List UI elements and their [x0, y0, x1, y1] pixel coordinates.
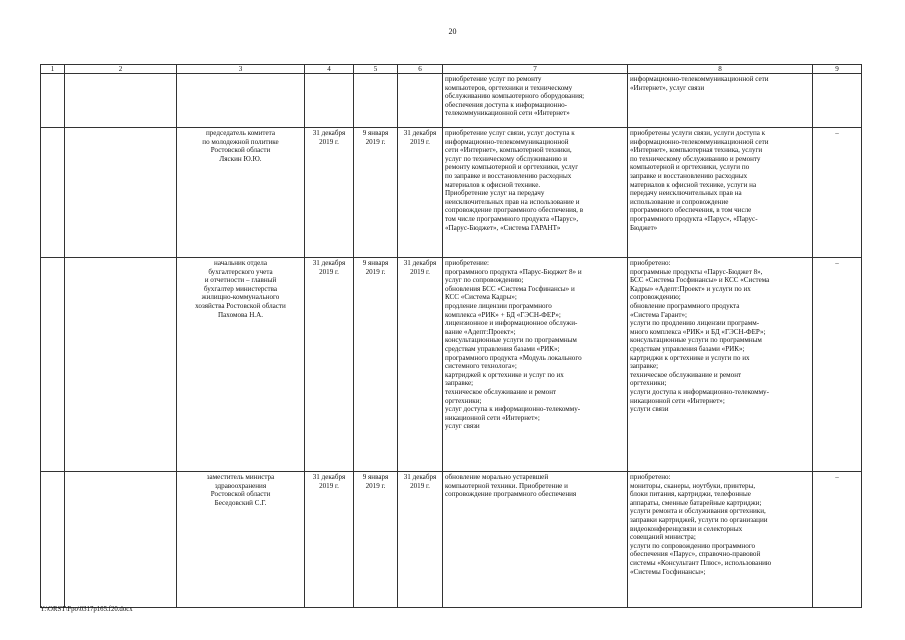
text-line: информационно-телекоммуникационной сети	[630, 75, 769, 83]
text-line: бухгалтерского учета	[208, 267, 273, 276]
cell-mark: –	[813, 128, 862, 258]
text-line: Ляскин Ю.Ю.	[219, 154, 262, 163]
header-cell: 4	[305, 65, 354, 74]
text-line: услуги ремонта и обслуживания оргтехники,	[630, 507, 766, 516]
text-line: том числе программного продукта «Парус»,	[445, 214, 579, 223]
text-line: продление лицензии программного	[445, 301, 552, 310]
text-line: приобретение услуг связи, услуг доступа к	[445, 129, 575, 137]
text-line: 31 декабря	[312, 473, 346, 481]
text-line: 2019 г.	[365, 137, 386, 146]
text-line: использование и сопровождение	[630, 197, 729, 206]
text-line: начальник отдела	[214, 259, 267, 267]
text-line: услуги по продлению лицензии программ-	[630, 319, 760, 328]
text-line: материалов к офисной технике, услуги на	[630, 180, 757, 189]
text-line: аппараты, сменные батарейные картриджи;	[630, 498, 762, 507]
text-line: техническое обслуживание и ремонт	[630, 370, 742, 379]
text-line: 2019 г.	[410, 267, 430, 276]
cell-number	[41, 258, 65, 472]
cell-purpose	[443, 74, 628, 128]
cell-official	[177, 258, 305, 472]
text-line: бухгалтер министерства	[203, 284, 278, 293]
text-line: 2019 г.	[319, 267, 339, 276]
text-line: услуг по сопровождению;	[445, 276, 524, 285]
cell-number	[41, 472, 65, 608]
cell-date-start	[305, 472, 354, 608]
text-line: 2019 г.	[319, 137, 339, 146]
text-line: «Парус-Бюджет», «Система ГАРАНТ»	[445, 223, 561, 232]
header-cell: 1	[41, 65, 65, 74]
text-line: компьютерной и оргтехники, услуги по	[630, 163, 750, 172]
text-line: 31 декабря	[312, 259, 346, 267]
text-line: Кадры» «Адепт:Проект» и услуги по их	[630, 284, 751, 293]
text-line: КСС «Система Кадры»;	[445, 293, 517, 302]
text-line: материалов к офисной технике.	[445, 180, 541, 189]
text-line: услуг доступа к информационно-телекомму-	[445, 405, 581, 414]
text-line: мониторы, сканеры, ноутбуки, принтеры,	[630, 481, 756, 490]
text-line: услуги по сопровождению программного	[630, 541, 756, 550]
text-line: видеоконференцсвязи и селекторных	[630, 524, 743, 533]
cell-result	[628, 472, 813, 608]
text-line: 2019 г.	[410, 481, 430, 490]
text-line: неисключительных прав на использование и	[445, 197, 580, 206]
page-number: 20	[448, 27, 457, 36]
table-row	[41, 258, 862, 472]
text-line: по техническому обслуживанию и ремонту	[630, 154, 761, 163]
table-row	[41, 128, 862, 258]
text-line: комплекса «РИК» + БД «ГЭСН-ФЕР»;	[445, 310, 561, 319]
text-line: программного продукта «Парус-Бюджет 8» и	[445, 267, 582, 276]
cell-result	[628, 258, 813, 472]
cell-number	[41, 74, 65, 128]
text-line: «Система Гарант»;	[630, 310, 688, 319]
header-cell: 5	[354, 65, 398, 74]
cell-mark: –	[813, 472, 862, 608]
cell-number	[41, 128, 65, 258]
table-row	[41, 472, 862, 608]
text-line: сопровождение программного обеспечения	[445, 490, 577, 499]
text-line: приобретены услуги связи, услуги доступа к	[630, 129, 766, 137]
text-line: «Интернет», компьютерная техника, услуги	[630, 146, 763, 155]
text-line: заправке;	[445, 379, 474, 388]
text-line: передачу неисключительных прав на	[630, 189, 742, 198]
text-line: сети «Интернет», компьютерной техники,	[445, 146, 572, 155]
text-line: Ростовской области	[210, 146, 271, 155]
cell-date-end	[398, 258, 443, 472]
text-line: 31 декабря	[403, 259, 437, 267]
text-line: программные продукты «Парус-Бюджет 8»,	[630, 267, 763, 276]
text-line: программного продукта «Модуль локального	[445, 353, 582, 362]
text-line: никационной сети «Интернет»;	[630, 396, 725, 405]
cell-purpose	[443, 128, 628, 258]
text-line: 2019 г.	[365, 267, 386, 276]
cell-mark	[813, 74, 862, 128]
cell-purpose	[443, 258, 628, 472]
text-line: заместитель министра	[206, 473, 275, 481]
text-line: сопровождению;	[630, 293, 681, 302]
text-line: средствам управления базами «РИК»;	[445, 344, 560, 353]
text-line: обновление программного продукта	[630, 301, 740, 310]
cell-blank	[65, 74, 177, 128]
text-line: информационно-телекоммуникационной	[445, 137, 569, 146]
text-line: компьютеров, оргтехники и техническому	[445, 83, 573, 92]
text-line: системы «Консультант Плюс», использованию	[630, 558, 772, 567]
text-line: системного технолога»;	[445, 362, 517, 371]
text-line: заправке;	[630, 362, 659, 371]
text-line: Беседовский С.Г.	[214, 498, 267, 507]
text-line: много комплекса «РИК» и БД «ГЭСН-ФЕР»;	[630, 327, 766, 336]
text-line: консультационные услуги по программным	[445, 336, 577, 345]
cell-result	[628, 74, 813, 128]
header-cell: 7	[443, 65, 628, 74]
text-line: обеспечения доступа к информационно-	[445, 100, 568, 109]
text-line: 2019 г.	[410, 137, 430, 146]
text-line: лицензионное и информационное обслужи-	[445, 319, 578, 328]
cell-result	[628, 128, 813, 258]
text-line: консультационные услуги по программным	[630, 336, 762, 345]
text-line: БСС «Система Госфинансы» и КСС «Система	[630, 276, 770, 285]
table-row	[41, 74, 862, 128]
text-line: жилищно-коммунального	[201, 293, 280, 302]
cell-date-end	[398, 128, 443, 258]
file-path-footer: Y:\ORST\Ppo\0317p165.f20.docx	[40, 606, 133, 613]
text-line: Бюджет»	[630, 223, 658, 232]
text-line: 2019 г.	[319, 481, 339, 490]
cell-date-start	[305, 74, 354, 128]
text-line: 9 января	[362, 473, 389, 481]
text-line: совещаний министра;	[630, 533, 696, 542]
cell-date-start	[305, 128, 354, 258]
text-line: приобретение услуг по ремонту	[445, 75, 542, 83]
text-line: здравоохранения	[214, 481, 267, 490]
text-line: и отчетности – главный	[204, 276, 277, 285]
text-line: 31 декабря	[312, 129, 346, 137]
cell-date-start	[305, 258, 354, 472]
text-line: программного продукта «Парус», «Парус-	[630, 214, 758, 223]
text-line: телекоммуникационной сети «Интернет»	[445, 109, 570, 118]
cell-date-issued	[354, 74, 398, 128]
text-line: Приобретение услуг на передачу	[445, 189, 545, 198]
cell-blank	[65, 258, 177, 472]
text-line: информационно-телекоммуникационной сети	[630, 137, 769, 146]
text-line: приобретение:	[445, 259, 489, 267]
cell-date-end	[398, 74, 443, 128]
text-line: услуги доступа к информационно-телекомму-	[630, 387, 769, 396]
text-line: оргтехники;	[445, 396, 482, 405]
text-line: 9 января	[362, 259, 389, 267]
cell-official	[177, 472, 305, 608]
text-line: обеспечения «Парус», справочно-правовой	[630, 550, 761, 559]
text-line: председатель комитета	[205, 129, 276, 137]
text-line: оргтехники;	[630, 379, 667, 388]
text-line: средствам управления базами «РИК»;	[630, 344, 745, 353]
cell-date-end	[398, 472, 443, 608]
text-line: 9 января	[362, 129, 389, 137]
text-line: картриджи к оргтехнике и услуги по их	[630, 353, 750, 362]
cell-blank	[65, 472, 177, 608]
text-line: техническое обслуживание и ремонт	[445, 387, 557, 396]
text-line: Ростовской области	[210, 490, 271, 499]
header-cell: 9	[813, 65, 862, 74]
text-line: блоки питания, картриджи, телефонные	[630, 490, 751, 499]
report-table	[40, 64, 862, 608]
text-line: обновления БСС «Система Госфинансы» и	[445, 284, 575, 293]
text-line: заправке и восстановлению расходных	[630, 171, 748, 180]
text-line: приобретено:	[630, 259, 671, 267]
cell-date-issued	[354, 472, 398, 608]
header-cell: 8	[628, 65, 813, 74]
text-line: картриджей к оргтехнике и услуг по их	[445, 370, 564, 379]
text-line: 31 декабря	[403, 129, 437, 137]
text-line: приобретено:	[630, 473, 671, 481]
header-cell: 3	[177, 65, 305, 74]
text-line: заправки картриджей, услуги по организации	[630, 515, 768, 524]
text-line: хозяйства Ростовской области	[195, 301, 286, 310]
text-line: «Интернет», услуг связи	[630, 83, 705, 92]
cell-purpose	[443, 472, 628, 608]
cell-official	[177, 128, 305, 258]
cell-official	[177, 74, 305, 128]
text-line: обновление морально устаревшей	[445, 473, 549, 481]
cell-mark: –	[813, 258, 862, 472]
text-line: обслуживанию компьютерного оборудования;	[445, 92, 585, 101]
cell-date-issued	[354, 128, 398, 258]
text-line: никационной сети «Интернет»;	[445, 413, 540, 422]
text-line: услуг связи	[445, 422, 480, 431]
text-line: ремонту компьютерной и оргтехники, услуг	[445, 163, 579, 172]
text-line: программного обеспечения, в том числе	[630, 206, 752, 215]
header-cell: 2	[65, 65, 177, 74]
header-cell: 6	[398, 65, 443, 74]
text-line: 2019 г.	[365, 481, 386, 490]
text-line: компьютерной техники. Приобретение и	[445, 481, 568, 490]
text-line: Пахомова Н.А.	[218, 310, 263, 319]
text-line: услуг по техническому обслуживанию и	[445, 154, 568, 163]
cell-date-issued	[354, 258, 398, 472]
cell-blank	[65, 128, 177, 258]
text-line: по заправке и восстановлению расходных	[445, 171, 572, 180]
text-line: 31 декабря	[403, 473, 437, 481]
text-line: сопровождение программного обеспечения, в	[445, 206, 584, 215]
text-line: «Системы Госфинансы»;	[630, 567, 706, 576]
text-line: услуги связи	[630, 405, 669, 414]
header-row	[41, 65, 862, 74]
text-line: по молодежной политике	[202, 137, 279, 146]
text-line: вание «Адепт:Проект»;	[445, 327, 516, 336]
